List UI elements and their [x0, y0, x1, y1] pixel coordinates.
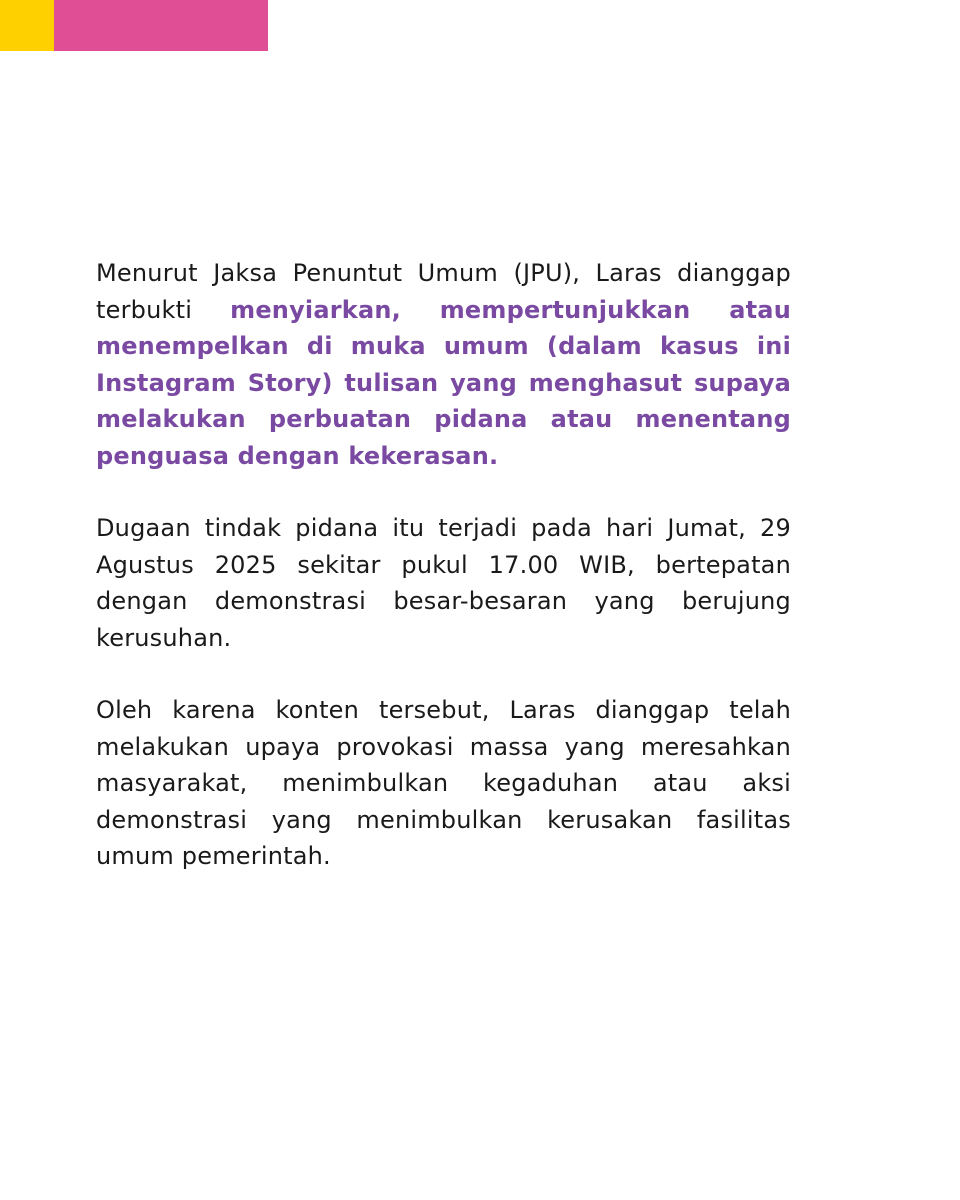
paragraph-charge	[96, 255, 791, 474]
paragraph-incident-time: Dugaan tindak pidana itu terjadi pada hari Jumat, 29 Agustus 2025 sekitar pukul 17.00 WIB, bertepatan dengan demonstrasi besar-besaran yang berujung kerusuhan.	[96, 514, 791, 652]
yellow-accent-bar	[0, 0, 54, 51]
paragraph-provocation: Oleh karena konten tersebut, Laras dianggap telah melakukan upaya provokasi massa yang meresahkan masyarakat, menimbulkan kegaduhan atau aksi demonstrasi yang menimbulkan kerusakan fasilitas umum pemerintah.	[96, 696, 791, 870]
paragraph-charge-lead: Menurut Jaksa Penuntut Umum (JPU), Laras dianggap terbukti	[96, 259, 791, 324]
pink-accent-bar	[54, 0, 268, 51]
charge-highlight: menyiarkan, mempertunjukkan atau menempelkan di muka umum (dalam kasus ini Instagram Story) tulisan yang menghasut supaya melakukan perbuatan pidana atau menentang penguasa dengan kekerasan.	[96, 295, 791, 470]
article-body	[96, 255, 791, 875]
